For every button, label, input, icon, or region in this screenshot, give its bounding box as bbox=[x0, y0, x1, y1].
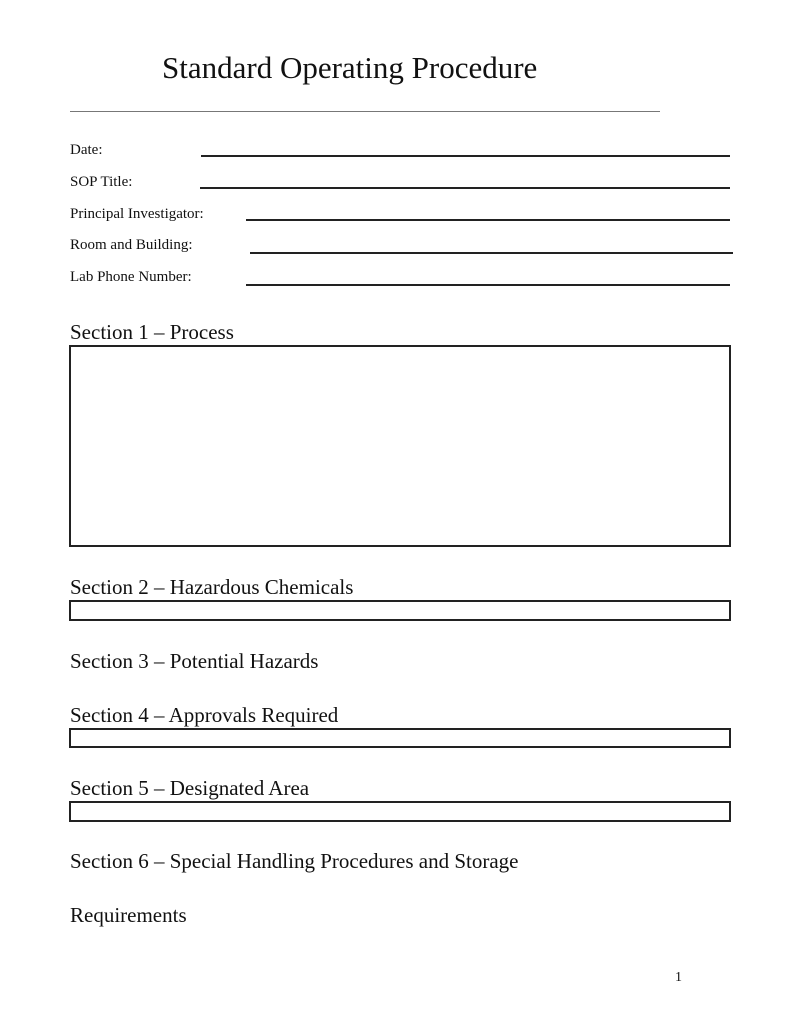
section-1-box[interactable] bbox=[69, 345, 731, 547]
page-number: 1 bbox=[675, 970, 682, 985]
date-field[interactable] bbox=[201, 155, 730, 157]
lab-phone-field[interactable] bbox=[246, 284, 730, 286]
requirements-heading: Requirements bbox=[70, 903, 187, 927]
principal-investigator-label: Principal Investigator: bbox=[70, 206, 204, 222]
principal-investigator-field[interactable] bbox=[246, 219, 730, 221]
section-5-heading: Section 5 – Designated Area bbox=[70, 776, 310, 800]
date-label: Date: bbox=[70, 142, 103, 158]
section-3-heading: Section 3 – Potential Hazards bbox=[70, 649, 319, 673]
section-2-box[interactable] bbox=[69, 600, 731, 621]
section-1-heading: Section 1 – Process bbox=[70, 320, 234, 344]
room-building-field[interactable] bbox=[250, 252, 733, 254]
section-4-heading: Section 4 – Approvals Required bbox=[70, 703, 339, 727]
title-divider bbox=[70, 111, 660, 112]
section-6-heading: Section 6 – Special Handling Procedures and Storage bbox=[70, 849, 519, 873]
sop-title-label: SOP Title: bbox=[70, 174, 133, 190]
section-2-heading: Section 2 – Hazardous Chemicals bbox=[70, 575, 354, 599]
section-4-box[interactable] bbox=[69, 728, 731, 748]
section-5-box[interactable] bbox=[69, 801, 731, 822]
page-title: Standard Operating Procedure bbox=[162, 50, 538, 85]
sop-title-field[interactable] bbox=[200, 187, 730, 189]
room-building-label: Room and Building: bbox=[70, 237, 193, 253]
lab-phone-label: Lab Phone Number: bbox=[70, 269, 192, 285]
